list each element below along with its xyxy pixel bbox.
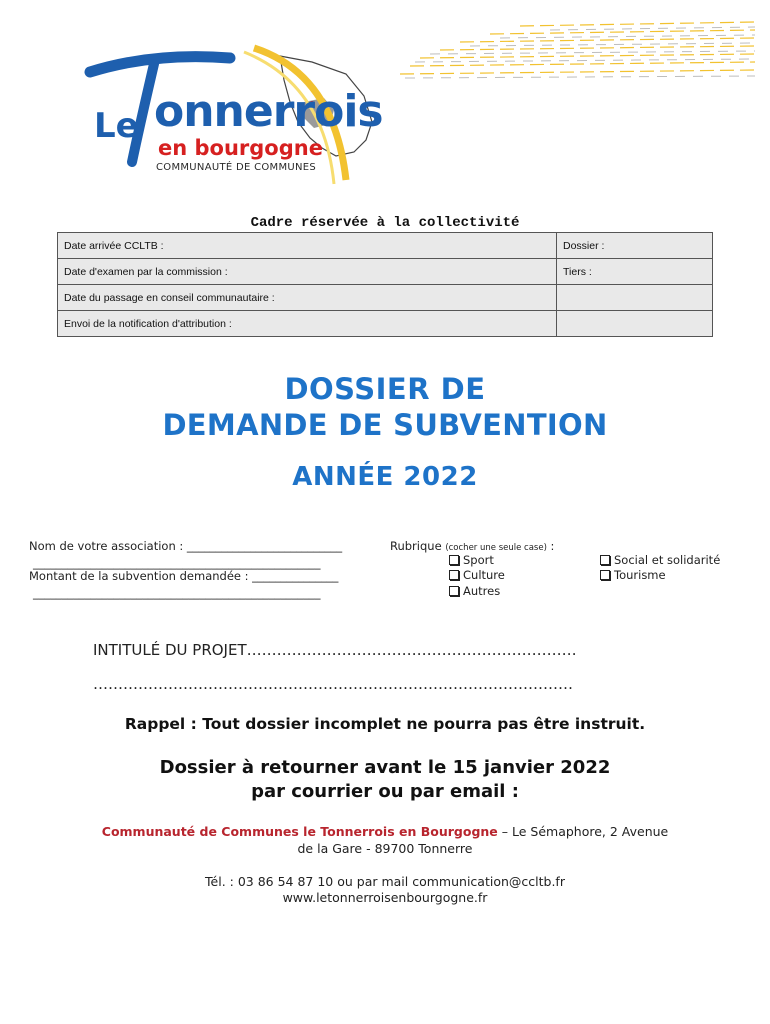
frame-cell-right	[557, 311, 713, 337]
contact-dash: –	[497, 824, 512, 839]
frame-cell-right: Tiers :	[557, 259, 713, 285]
website-link[interactable]: www.letonnerroisenbourgogne.fr	[282, 890, 488, 905]
return-deadline: Dossier à retourner avant le 15 janvier 2022	[159, 757, 611, 778]
address-part-2: de la Gare - 89700 Tonnerre	[297, 841, 473, 856]
frame-cell-left: Date d'examen par la commission :	[58, 259, 557, 285]
frame-cell-left: Date arrivée CCLTB :	[58, 233, 557, 259]
subvention-amount-line[interactable]: __________________________________________________	[33, 586, 321, 600]
address-part-1: Le Sémaphore, 2 Avenue	[511, 824, 669, 839]
association-name-field[interactable]: Nom de votre association : ___________________________	[29, 539, 343, 553]
sport-label: Sport	[463, 553, 494, 567]
autres-label: Autres	[463, 584, 501, 598]
option-culture[interactable]	[449, 568, 505, 582]
project-title-field[interactable]: INTITULÉ DU PROJET…………………………………………………………	[93, 641, 577, 659]
rappel-notice: Rappel : Tout dossier incomplet ne pourra pas être instruit.	[124, 715, 646, 733]
decorative-lines	[400, 18, 760, 98]
rubrique-hint: (cocher une seule case)	[445, 543, 547, 553]
autres-checkbox[interactable]	[449, 586, 459, 596]
title-line-1: DOSSIER DE	[284, 372, 486, 406]
frame-cell-right	[557, 285, 713, 311]
subvention-amount-field[interactable]: Montant de la subvention demandée : _______________	[29, 569, 339, 583]
frame-title: Cadre réservée à la collectivité	[250, 215, 520, 231]
option-tourisme[interactable]	[600, 568, 666, 582]
frame-cell-right: Dossier :	[557, 233, 713, 259]
rubrique-colon: :	[550, 539, 555, 553]
logo-tonnerrois-text: onnerrois	[154, 86, 383, 137]
title-year: ANNÉE 2022	[292, 462, 478, 492]
project-title-line[interactable]: ……………………………………………………………………………………	[93, 675, 573, 693]
social-label: Social et solidarité	[614, 553, 721, 567]
logo	[84, 44, 384, 194]
reserved-frame-table	[57, 232, 713, 337]
logo-bourgogne-text: en bourgogne	[158, 136, 323, 160]
frame-row	[58, 233, 713, 259]
contact-address-line-1	[0, 824, 770, 839]
tourisme-checkbox[interactable]	[600, 570, 610, 580]
social-checkbox[interactable]	[600, 555, 610, 565]
title-line-2: DEMANDE DE SUBVENTION	[162, 408, 608, 442]
frame-cell-left: Envoi de la notification d'attribution :	[58, 311, 557, 337]
return-method: par courrier ou par email :	[251, 781, 519, 802]
association-name-line[interactable]: __________________________________________________	[33, 556, 321, 570]
option-sport[interactable]	[449, 553, 494, 567]
sport-checkbox[interactable]	[449, 555, 459, 565]
logo-communaute-text: COMMUNAUTÉ DE COMMUNES	[156, 162, 317, 173]
frame-row	[58, 259, 713, 285]
culture-label: Culture	[463, 568, 505, 582]
frame-row	[58, 285, 713, 311]
tourisme-label: Tourisme	[614, 568, 666, 582]
contact-phone-email[interactable]: Tél. : 03 86 54 87 10 ou par mail communication@ccltb.fr	[205, 874, 565, 889]
rubrique-label	[390, 539, 554, 553]
frame-cell-left: Date du passage en conseil communautaire :	[58, 285, 557, 311]
rubrique-label-text: Rubrique	[390, 539, 442, 553]
frame-row	[58, 311, 713, 337]
option-social[interactable]	[600, 553, 720, 567]
culture-checkbox[interactable]	[449, 570, 459, 580]
logo-le-text: Le	[94, 106, 139, 146]
option-autres[interactable]	[449, 584, 500, 598]
organisation-name: Communauté de Communes le Tonnerrois en Bourgogne	[101, 824, 498, 839]
